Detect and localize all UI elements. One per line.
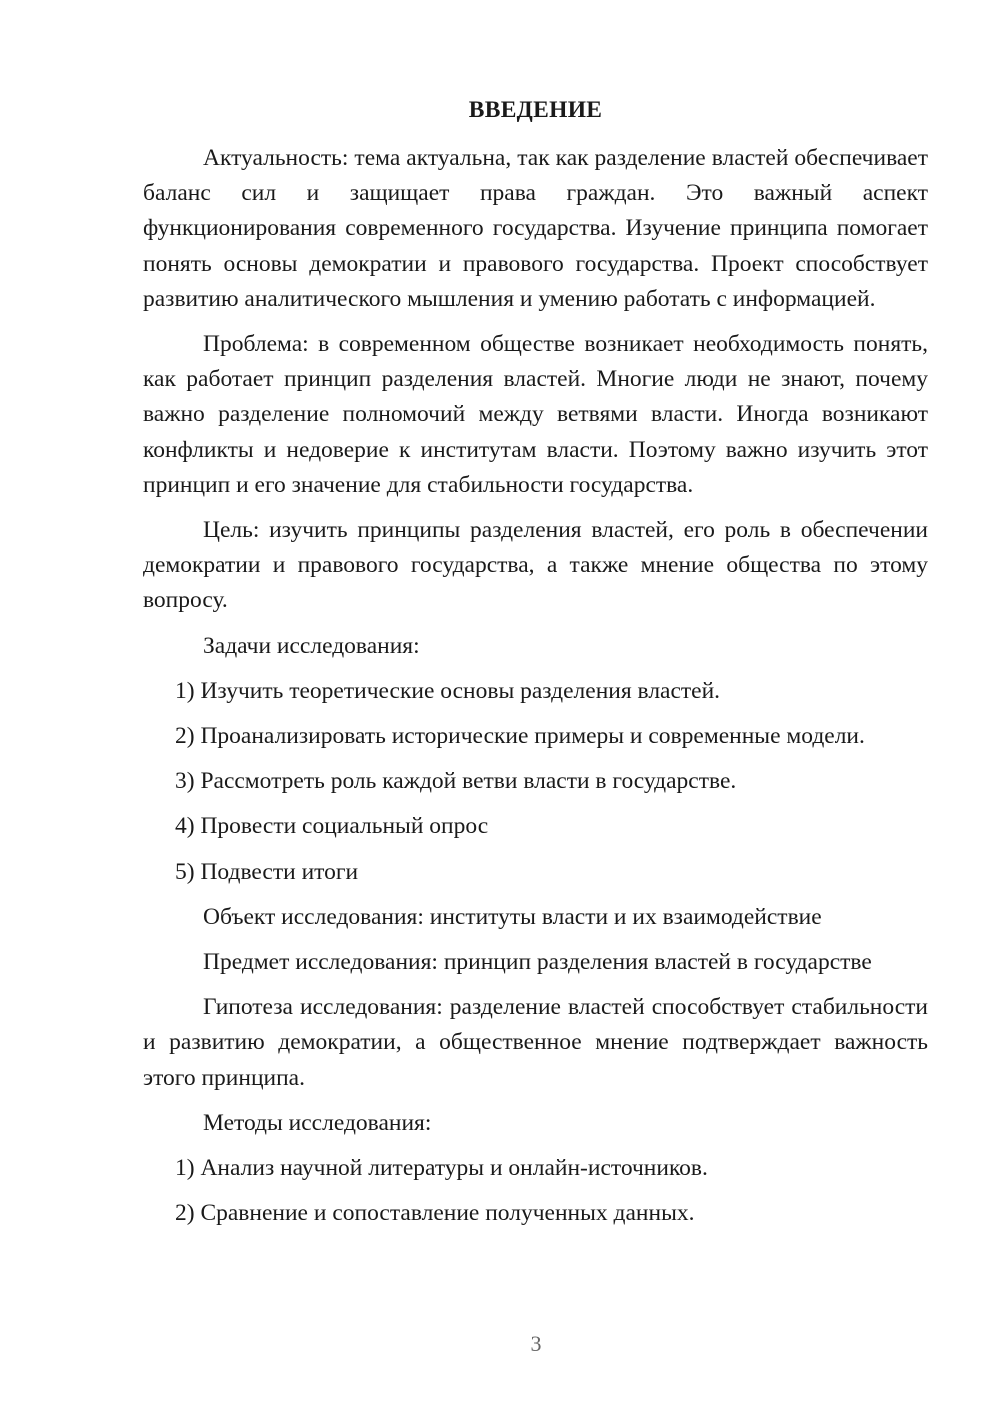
- task-item: 3) Рассмотреть роль каждой ветви власти в государстве.: [175, 768, 737, 795]
- goal-paragraph: Цель: изучить принципы разделения властей, его роль в обеспечении демократии и правового государства, а также мнение общества по этому вопросу.: [143, 517, 928, 614]
- research-object: Объект исследования: институты власти и их взаимодействие: [203, 903, 822, 930]
- hypothesis-paragraph: Гипотеза исследования: разделение властей способствует стабильности и развитию демократии, а общественное мнение подтверждает важность этого принципа.: [143, 994, 928, 1091]
- research-subject: Предмет исследования: принцип разделения властей в государстве: [203, 949, 872, 976]
- method-item: 1) Анализ научной литературы и онлайн-источников.: [175, 1155, 708, 1182]
- page-content: [143, 93, 928, 1241]
- task-item: 2) Проанализировать исторические примеры и современные модели.: [175, 723, 865, 750]
- relevance-paragraph: Актуальность: тема актуальна, так как разделение властей обеспечивает баланс сил и защищает права граждан. Это важный аспект функционирования современного государства. Изучение принципа помогает понять основы демократии и правового государства. Проект способствует развитию аналитического мышления и умению работать с информацией.: [143, 145, 928, 312]
- page-number: 3: [530, 1331, 542, 1356]
- method-item: 2) Сравнение и сопоставление полученных данных.: [175, 1200, 695, 1227]
- problem-paragraph: Проблема: в современном обществе возникает необходимость понять, как работает принцип разделения властей. Многие люди не знают, почему важно разделение полномочий между ветвями власти. Иногда возникают конфликты и недоверие к институтам власти. Поэтому важно изучить этот принцип и его значение для стабильности государства.: [143, 331, 928, 498]
- task-item: 1) Изучить теоретические основы разделения властей.: [175, 677, 721, 704]
- methods-heading: Методы исследования:: [203, 1109, 432, 1136]
- tasks-heading: Задачи исследования:: [203, 632, 420, 659]
- task-item: 5) Подвести итоги: [175, 858, 359, 885]
- section-title: ВВЕДЕНИЕ: [468, 97, 603, 123]
- task-item: 4) Провести социальный опрос: [175, 813, 489, 840]
